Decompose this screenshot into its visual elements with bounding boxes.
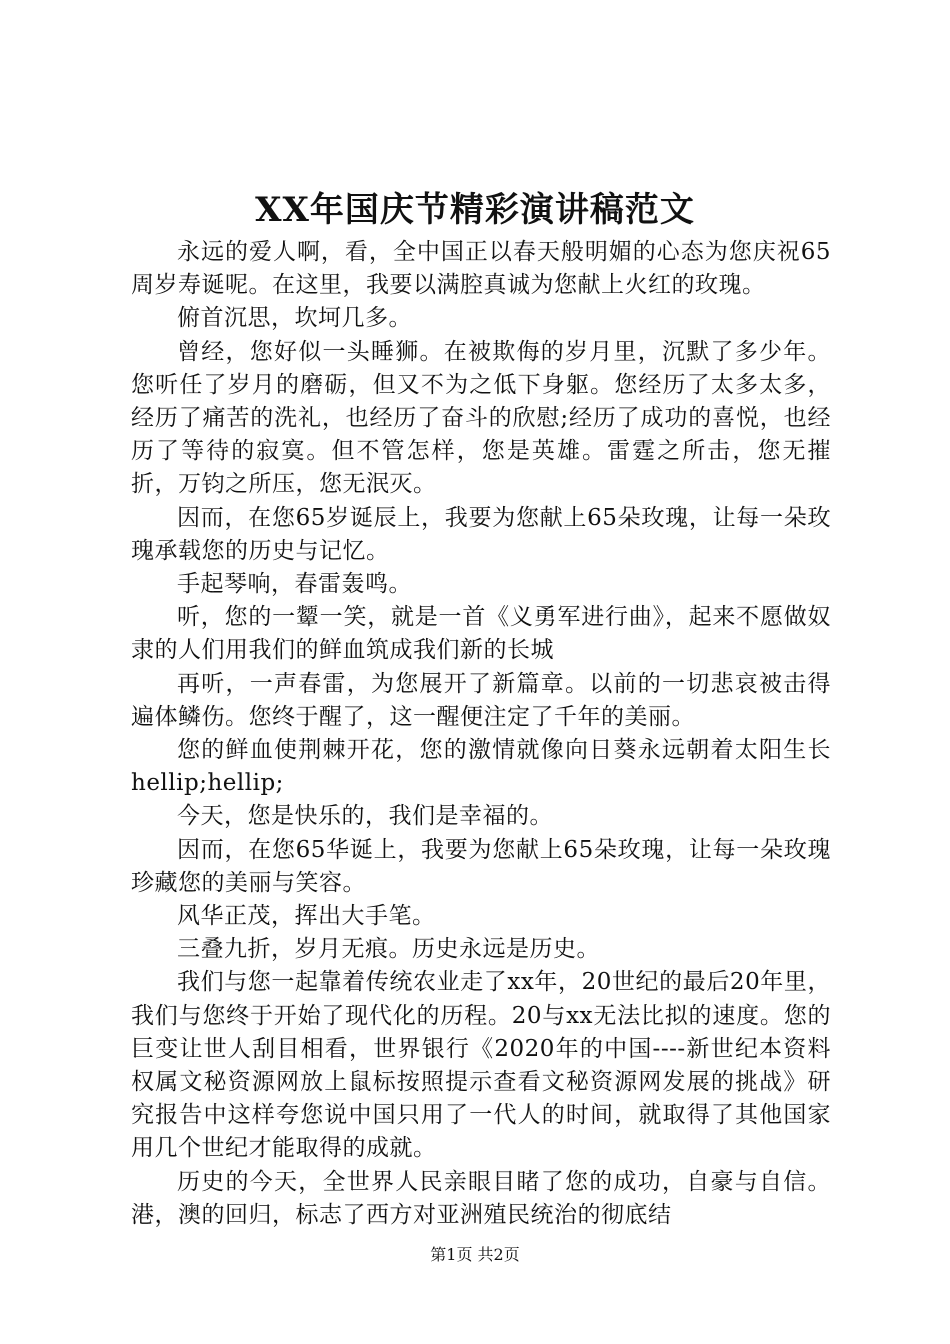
paragraph: 历史的今天，全世界人民亲眼目睹了您的成功，自豪与自信。港，澳的回归，标志了西方对亚洲殖民统治的彻底结 [131,1168,831,1228]
paragraph: 因而，在您65岁诞辰上，我要为您献上65朵玫瑰，让每一朵玫瑰承载您的历史与记忆。 [131,504,831,564]
page-footer: 第1页 共2页 [430,1245,520,1264]
paragraph: 俯首沉思，坎坷几多。 [177,305,412,332]
paragraph: 听，您的一颦一笑，就是一首《义勇军进行曲》，起来不愿做奴隶的人们用我们的鲜血筑成我们新的长城 [131,604,831,664]
paragraph: 您的鲜血使荆棘开花，您的激情就像向日葵永远朝着太阳生长hellip;hellip; [131,737,831,797]
paragraph: 我们与您一起靠着传统农业走了xx年，20世纪的最后20年里，我们与您终于开始了现代化的历程。20与xx无法比拟的速度。您的巨变让世人刮目相看，世界银行《2020年的中国----新世纪本资料权属文秘资源网放上鼠标按照提示查看文秘资源网发展的挑战》研究报告中这样夸您说中国只用了一代人的时间，就取得了其他国家用几个世纪才能取得的成就。 [131,969,831,1162]
paragraph: 再听，一声春雷，为您展开了新篇章。以前的一切悲哀被击得遍体鳞伤。您终于醒了，这一醒便注定了千年的美丽。 [131,670,831,730]
paragraph: 曾经，您好似一头睡狮。在被欺侮的岁月里，沉默了多少年。您听任了岁月的磨砺，但又不为之低下身躯。您经历了太多太多，经历了痛苦的洗礼，也经历了奋斗的欣慰;经历了成功的喜悦，也经历了等待的寂寞。但不管怎样，您是英雄。雷霆之所击，您无摧折，万钧之所压，您无泯灭。 [131,338,831,498]
paragraph: 三叠九折，岁月无痕。历史永远是历史。 [177,936,600,963]
document-title: XX年国庆节精彩演讲稿范文 [255,190,695,230]
paragraph: 因而，在您65华诞上，我要为您献上65朵玫瑰，让每一朵玫瑰珍藏您的美丽与笑容。 [131,836,831,896]
paragraph: 风华正茂，挥出大手笔。 [177,903,436,930]
paragraph: 今天，您是快乐的，我们是幸福的。 [177,803,553,830]
paragraph: 永远的爱人啊，看，全中国正以春天般明媚的心态为您庆祝65周岁寿诞呢。在这里，我要以满腔真诚为您献上火红的玫瑰。 [131,239,831,299]
document-body [131,236,831,1232]
paragraph: 手起琴响，春雷轰鸣。 [177,571,412,598]
